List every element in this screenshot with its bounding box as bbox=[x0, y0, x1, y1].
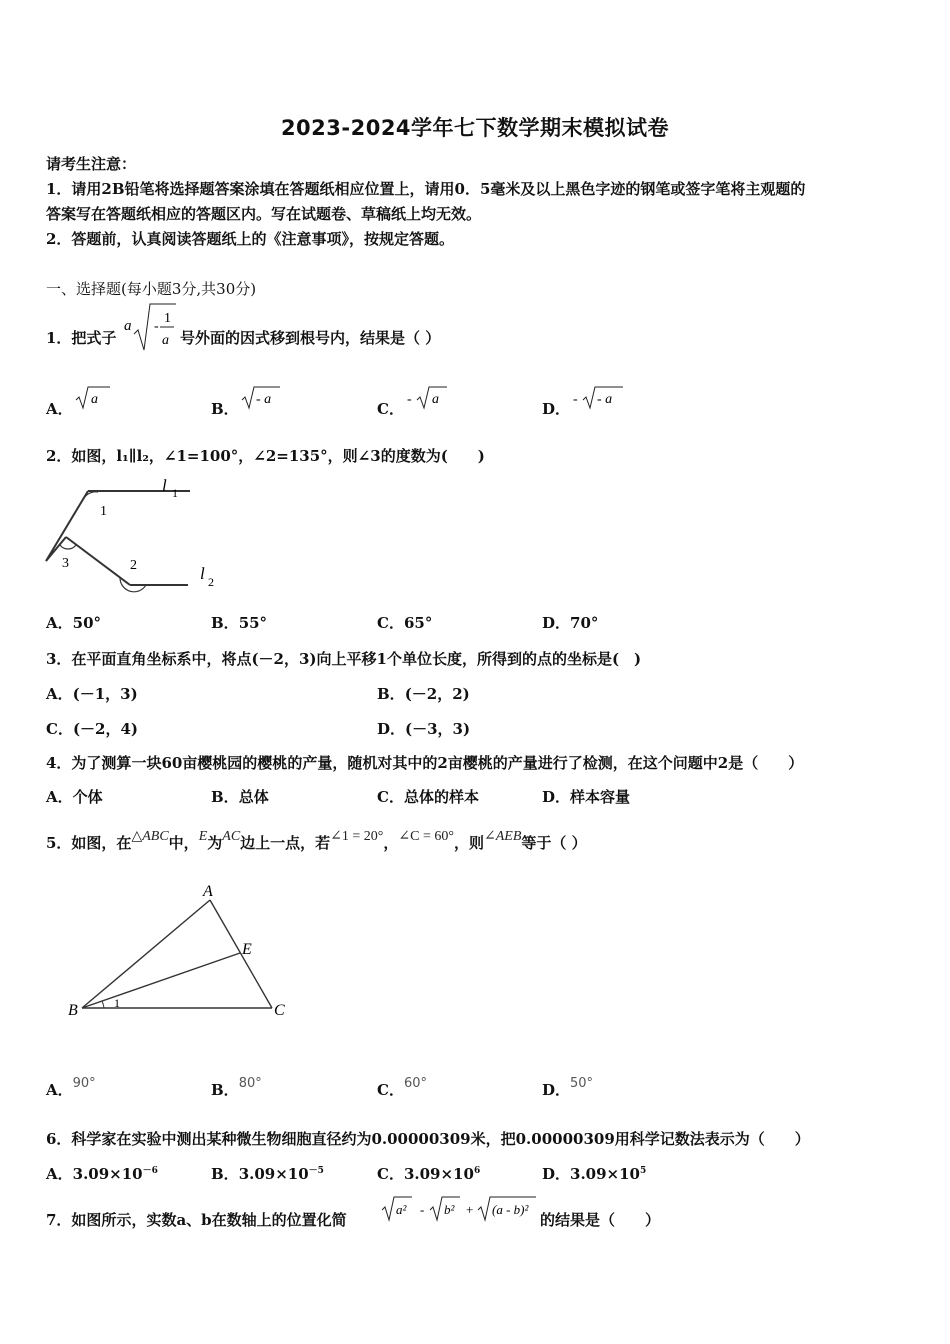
option-text: 65° bbox=[403, 614, 433, 632]
q7-radicand-2: b² bbox=[444, 1202, 455, 1217]
q7-operator-2: + bbox=[466, 1202, 474, 1217]
q2-option-c bbox=[377, 612, 432, 633]
q1-option-b-label: B． bbox=[211, 400, 239, 418]
notice-item-1-line-1: 1．请用2B铅笔将选择题答案涂填在答题纸相应位置上，请用0．5毫米及以上黑色字迹的钢笔或签字笔将主观题的 bbox=[46, 180, 806, 198]
option-label: D． bbox=[542, 1081, 571, 1099]
q1-radical-expression bbox=[120, 300, 178, 352]
q2-option-b bbox=[211, 612, 267, 633]
q5-math-ac: AC bbox=[222, 829, 241, 844]
option-exponent: 6 bbox=[473, 1166, 481, 1176]
q6-option-b bbox=[211, 1163, 324, 1184]
angle-1-label: 1 bbox=[114, 996, 120, 1010]
vertex-c-label: C bbox=[274, 1002, 285, 1019]
q5-text-7: 等于（ ） bbox=[521, 834, 587, 852]
q7-operator-1: - bbox=[420, 1202, 425, 1217]
side-ac bbox=[210, 900, 272, 1008]
option-text: (－3，3) bbox=[405, 720, 471, 738]
q1-stem-pre: 1．把式子 bbox=[46, 329, 117, 347]
q5-option-a bbox=[46, 1076, 96, 1100]
option-label: D． bbox=[542, 614, 571, 632]
option-text: 50° bbox=[72, 614, 102, 632]
q1-option-c-radicand: a bbox=[432, 392, 439, 407]
label-l2: l bbox=[200, 564, 205, 583]
option-text: 55° bbox=[238, 614, 268, 632]
q7-stem-pre: 7．如图所示，实数a、b在数轴上的位置化简 bbox=[46, 1211, 347, 1229]
option-label: A． bbox=[46, 1165, 73, 1183]
option-exponent: －6 bbox=[142, 1166, 158, 1176]
angle-3-arc bbox=[60, 545, 76, 549]
option-label: B． bbox=[211, 1081, 239, 1099]
option-text: (－2，4) bbox=[72, 720, 139, 738]
option-label: B． bbox=[211, 788, 239, 806]
option-label: C． bbox=[377, 1165, 404, 1183]
option-label: D． bbox=[542, 788, 571, 806]
option-base: 3.09×10 bbox=[570, 1165, 640, 1183]
q5-math-angle-aeb: ∠AEB bbox=[484, 829, 522, 844]
option-base: 3.09×10 bbox=[72, 1165, 143, 1183]
q1-option-c-expr bbox=[405, 384, 449, 412]
q1-option-c-sign: - bbox=[407, 392, 412, 407]
transversal-lower bbox=[66, 537, 130, 585]
vertex-b-label: B bbox=[68, 1002, 78, 1019]
q5-math-angle-c: ∠C = 60° bbox=[398, 829, 454, 844]
q4-option-c bbox=[377, 786, 479, 807]
q6-option-d bbox=[542, 1163, 646, 1184]
q7-radical-expression bbox=[380, 1194, 540, 1224]
option-text: 样本容量 bbox=[570, 788, 631, 806]
q5-option-b bbox=[211, 1076, 262, 1100]
option-label: B． bbox=[211, 1165, 239, 1183]
angle-2-label: 2 bbox=[130, 558, 137, 573]
option-label: C． bbox=[377, 1081, 404, 1099]
option-label: A． bbox=[46, 1081, 73, 1099]
q5-text-1: 5．如图，在 bbox=[46, 834, 132, 852]
option-exponent: 5 bbox=[640, 1166, 647, 1176]
q3-stem: 3．在平面直角坐标系中，将点(－2，3)向上平移1个单位长度，所得到的点的坐标是( ) bbox=[46, 650, 642, 668]
angle-1-arc bbox=[102, 1001, 104, 1008]
option-text: 60° bbox=[403, 1076, 427, 1091]
option-label: D． bbox=[542, 1165, 571, 1183]
q2-stem: 2．如图，l₁∥l₂，∠1=100°，∠2=135°，则∠3的度数为( ) bbox=[46, 447, 485, 465]
option-text: 70° bbox=[570, 614, 599, 632]
q1-option-a-label: A． bbox=[46, 400, 73, 418]
q5-math-angle-1: ∠1 = 20° bbox=[330, 829, 384, 844]
option-label: C． bbox=[46, 720, 73, 738]
page-title: 2023-2024学年七下数学期末模拟试卷 bbox=[280, 116, 670, 140]
q1-option-c-label: C． bbox=[377, 400, 404, 418]
option-text: 80° bbox=[238, 1076, 262, 1091]
q7-radicand-3: (a - b)² bbox=[492, 1202, 529, 1217]
q1-option-d-radicand: - a bbox=[597, 392, 613, 407]
option-base: 3.09×10 bbox=[403, 1165, 474, 1183]
q3-option-d bbox=[377, 718, 470, 739]
option-label: C． bbox=[377, 614, 404, 632]
q3-option-c bbox=[46, 718, 138, 739]
option-text: 50° bbox=[570, 1076, 594, 1091]
vertex-a-label: A bbox=[203, 883, 213, 900]
q1-option-b-radicand: - a bbox=[256, 392, 272, 407]
q3-option-a bbox=[46, 683, 138, 704]
q4-option-d bbox=[542, 786, 630, 807]
q5-math-triangle: △ABC bbox=[131, 829, 169, 844]
q2-option-a bbox=[46, 612, 101, 633]
option-label: C． bbox=[377, 788, 404, 806]
option-base: 3.09×10 bbox=[238, 1165, 309, 1183]
q6-option-c bbox=[377, 1163, 480, 1184]
q7-radicand-1: a² bbox=[396, 1202, 407, 1217]
q2-option-d bbox=[542, 612, 598, 633]
q1-expr-num: 1 bbox=[164, 311, 171, 326]
option-text: 90° bbox=[72, 1076, 96, 1091]
option-label: A． bbox=[46, 614, 73, 632]
q5-triangle-figure bbox=[60, 878, 300, 1028]
option-label: B． bbox=[377, 685, 405, 703]
q6-option-a bbox=[46, 1163, 158, 1184]
q6-stem: 6．科学家在实验中测出某种微生物细胞直径约为0.00000309米，把0.00000309用科学记数法表示为（ ） bbox=[46, 1130, 810, 1148]
option-exponent: －5 bbox=[308, 1166, 324, 1176]
q1-option-a-radicand: a bbox=[91, 392, 98, 407]
q5-text-6: ，则 bbox=[453, 834, 484, 852]
q1-option-d-label: D． bbox=[542, 400, 571, 418]
q5-text-2: 中， bbox=[168, 834, 199, 852]
segment-be bbox=[82, 953, 240, 1008]
q5-text-5: ， bbox=[383, 834, 399, 852]
q1-option-d-sign: - bbox=[573, 392, 578, 407]
side-ba bbox=[82, 900, 210, 1008]
point-e-label: E bbox=[242, 941, 252, 958]
section-heading-choice: 一、选择题(每小题3分,共30分) bbox=[46, 280, 257, 298]
option-text: (－2，2) bbox=[404, 685, 470, 703]
notice-item-2: 2．答题前，认真阅读答题纸上的《注意事项》，按规定答题。 bbox=[46, 230, 454, 248]
option-text: (－1，3) bbox=[72, 685, 138, 703]
q5-math-e: E bbox=[198, 829, 208, 844]
option-label: B． bbox=[211, 614, 239, 632]
option-text: 总体 bbox=[238, 788, 269, 806]
q5-option-c bbox=[377, 1076, 427, 1100]
q4-option-b bbox=[211, 786, 269, 807]
notice-item-1-line-2: 答案写在答题纸相应的答题区内。写在试题卷、草稿纸上均无效。 bbox=[46, 205, 482, 223]
q1-expr-neg: - bbox=[154, 319, 159, 334]
option-label: A． bbox=[46, 788, 73, 806]
angle-3-label: 3 bbox=[62, 556, 69, 571]
q4-option-a bbox=[46, 786, 103, 807]
q3-option-b bbox=[377, 683, 470, 704]
q1-option-d-expr bbox=[571, 384, 625, 412]
q5-option-d bbox=[542, 1076, 594, 1100]
transversal-upper bbox=[46, 491, 88, 561]
label-l2-sub: 2 bbox=[208, 575, 214, 589]
q2-parallel-lines-figure bbox=[40, 475, 240, 600]
option-label: D． bbox=[377, 720, 406, 738]
q1-option-b-expr bbox=[240, 384, 284, 412]
label-l1: l bbox=[162, 476, 167, 495]
q1-option-a-expr bbox=[74, 384, 114, 412]
q5-text-3: 为 bbox=[207, 834, 223, 852]
q7-stem-post: 的结果是（ ） bbox=[540, 1211, 661, 1229]
q5-text-4: 边上一点，若 bbox=[240, 834, 331, 852]
option-text: 总体的样本 bbox=[403, 788, 479, 806]
notice-heading: 请考生注意： bbox=[46, 155, 137, 173]
label-l1-sub: 1 bbox=[172, 486, 178, 500]
angle-1-label: 1 bbox=[100, 504, 107, 519]
q1-stem-post: 号外面的因式移到根号内，结果是（ ） bbox=[180, 329, 441, 347]
option-text: 个体 bbox=[72, 788, 103, 806]
q4-stem: 4．为了测算一块60亩樱桃园的樱桃的产量，随机对其中的2亩樱桃的产量进行了检测，在这个问题中2是（ ） bbox=[46, 754, 804, 772]
option-label: A． bbox=[46, 685, 73, 703]
q1-expr-a: a bbox=[124, 318, 132, 334]
q5-stem bbox=[46, 829, 587, 853]
q1-expr-den: a bbox=[162, 333, 169, 348]
